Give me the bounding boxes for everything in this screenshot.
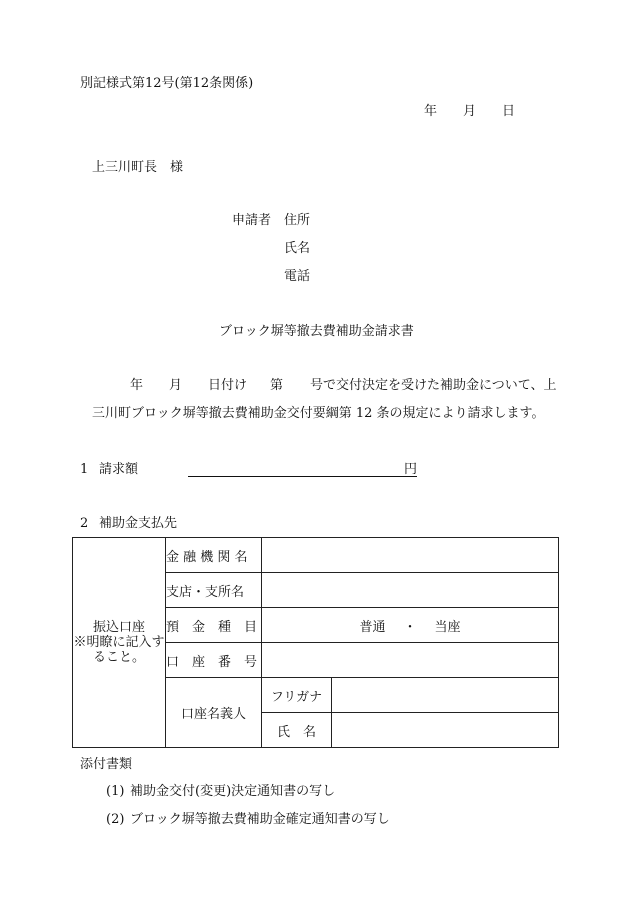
- applicant-label: 申請者: [232, 213, 272, 228]
- attachment-1-text: 補助金交付(変更)決定通知書の写し: [130, 784, 336, 799]
- attachment-1-number: (1): [106, 784, 125, 799]
- body-dated: 日付け: [208, 378, 248, 393]
- amount-unit: 円: [404, 462, 418, 477]
- amount-input-line[interactable]: [188, 476, 417, 477]
- branch-field[interactable]: [262, 573, 559, 608]
- applicant-name-label: 氏名: [284, 241, 311, 256]
- section1-number: 1: [80, 462, 89, 477]
- deposit-option-current[interactable]: 当座: [434, 619, 461, 635]
- document-title: ブロック塀等撤去費補助金請求書: [219, 324, 414, 339]
- attachment-2-number: (2): [106, 812, 125, 827]
- section1-label: 請求額: [99, 462, 139, 477]
- form-number: 別記様式第12号(第12条関係): [80, 76, 254, 91]
- account-holder-label: 口座名義人: [166, 678, 262, 748]
- section2-number: 2: [80, 516, 89, 531]
- body-number-prefix: 第: [270, 378, 284, 393]
- account-number-field[interactable]: [262, 643, 559, 678]
- attachments-heading: 添付書類: [80, 757, 133, 772]
- bank-name-field[interactable]: [262, 538, 559, 573]
- body-line-2: 三川町ブロック塀等撤去費補助金交付要綱第 12 条の規定により請求します。: [92, 406, 545, 421]
- furigana-label: フリガナ: [262, 678, 332, 713]
- section2-label: 補助金支払先: [99, 516, 178, 531]
- date-month-label: 月: [463, 104, 477, 119]
- account-number-label: 口 座 番 号: [166, 643, 262, 678]
- date-day-label: 日: [502, 104, 516, 119]
- applicant-phone-label: 電話: [284, 269, 311, 284]
- bank-name-label: 金 融 機 関 名: [166, 538, 262, 573]
- transfer-account-note-1: ※明瞭に記入す: [73, 635, 165, 650]
- deposit-type-field[interactable]: [262, 608, 559, 643]
- deposit-type-label: 預 金 種 目: [166, 608, 262, 643]
- holder-name-label: 氏 名: [262, 713, 332, 748]
- applicant-address-label: 住所: [284, 213, 311, 228]
- addressee: 上三川町長 様: [92, 160, 184, 175]
- deposit-option-ordinary[interactable]: 普通: [359, 619, 386, 635]
- attachment-2-text: ブロック塀等撤去費補助金確定通知書の写し: [130, 812, 390, 827]
- bank-account-table: [72, 537, 559, 748]
- body-year: 年: [130, 378, 144, 393]
- branch-label: 支店・支所名: [166, 573, 262, 608]
- transfer-account-note-2: ること。: [92, 650, 145, 665]
- body-number-suffix: 号で交付決定を受けた補助金について、上: [310, 378, 557, 393]
- furigana-field[interactable]: [332, 678, 559, 713]
- transfer-account-title: 振込口座: [92, 620, 145, 635]
- deposit-option-separator: ・: [403, 619, 417, 635]
- transfer-account-label: [73, 538, 166, 748]
- date-year-label: 年: [424, 104, 438, 119]
- body-month: 月: [169, 378, 183, 393]
- holder-name-field[interactable]: [332, 713, 559, 748]
